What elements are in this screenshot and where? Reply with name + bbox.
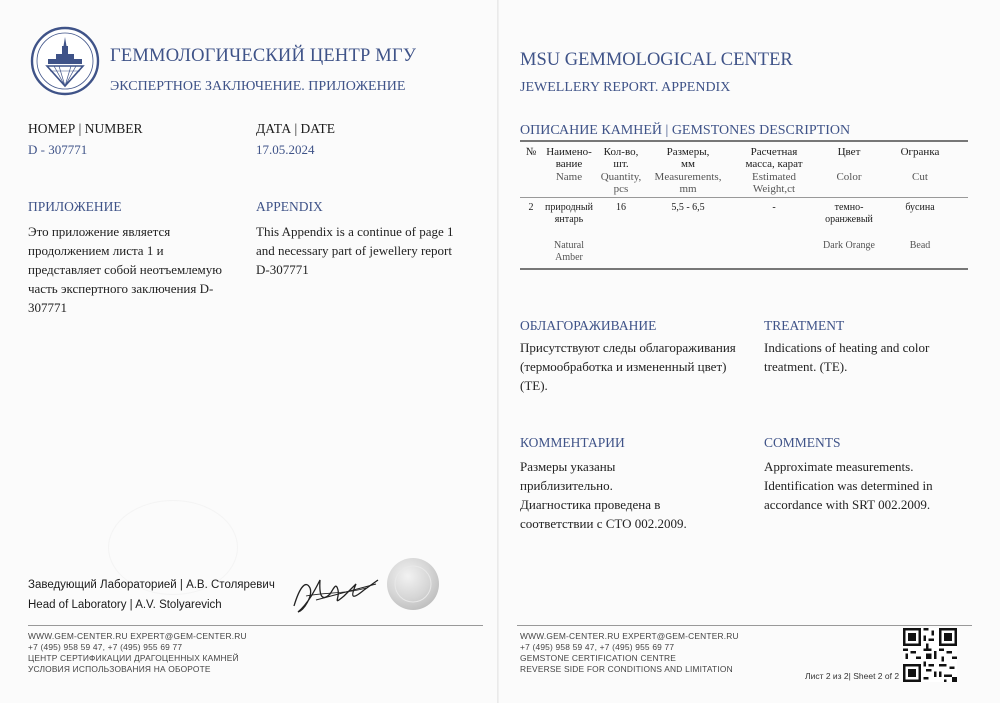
doc-subtitle-ru: ЭКСПЕРТНОЕ ЗАКЛЮЧЕНИЕ. ПРИЛОЖЕНИЕ <box>110 79 406 94</box>
col-measure-en: Measurements, mm <box>654 171 722 195</box>
row-no: 2 <box>528 202 534 213</box>
col-cut-en: Cut <box>912 171 928 183</box>
appendix-ru-text: Это приложение является продолжением листа 1 и представляет собой неотъемлемую часть экспертного заключения D- 307771 <box>28 224 222 315</box>
col-no: № <box>525 146 537 158</box>
table-bottom-rule <box>520 268 968 270</box>
table-top-rule <box>520 140 968 142</box>
treatment-en-text: Indications of heating and color treatment. (TE). <box>764 340 930 374</box>
msu-logo-icon <box>30 26 100 96</box>
footer-left: WWW.GEM-CENTER.RU EXPERT@GEM-CENTER.RU +7 (495) 958 59 47, +7 (495) 955 69 77 ЦЕНТР СЕРТИФИКАЦИИ ДРАГОЦЕННЫХ КАМНЕЙ УСЛОВИЯ ИСПОЛЬЗОВАНИЯ НА ОБОРОТЕ <box>28 631 247 674</box>
col-qty-ru: Кол-во, шт. <box>603 146 639 170</box>
row-name-en: Natural Amber <box>554 240 584 263</box>
row-cut-en: Bead <box>909 240 931 251</box>
appendix-en-title: APPENDIX <box>256 199 323 214</box>
comments-en-title: COMMENTS <box>764 435 841 450</box>
treatment-ru-text: Присутствуют следы облагораживания (термообработка и измененный цвет) (ТЕ). <box>520 340 736 393</box>
col-color-ru: Цвет <box>837 146 861 158</box>
row-weight: - <box>772 202 776 213</box>
gem-table-header <box>520 146 968 196</box>
sheet-label: Лист 2 из 2| Sheet 2 of 2 <box>805 671 900 681</box>
signature-icon <box>286 566 386 618</box>
col-qty-en: Quantity, pcs <box>600 171 642 195</box>
footer-divider-right <box>517 625 972 626</box>
col-color-en: Color <box>836 171 862 183</box>
appendix-ru-title: ПРИЛОЖЕНИЕ <box>28 199 122 214</box>
table-header-rule <box>520 197 968 198</box>
appendix-en-text: This Appendix is a continue of page 1 and necessary part of jewellery report D-307771 <box>256 224 454 277</box>
org-title-en: MSU GEMMOLOGICAL CENTER <box>520 50 793 70</box>
col-name-en: Name <box>555 171 583 183</box>
signature-en: Head of Laboratory | A.V. Stolyarevich <box>28 599 222 611</box>
page-fold <box>497 0 499 703</box>
row-color-ru: темно- оранжевый <box>825 202 873 225</box>
comments-ru-text: Размеры указаны приблизительно. Диагностика проведена в соответствии с СТО 002.2009. <box>520 459 687 531</box>
row-cut-ru: бусина <box>905 202 935 213</box>
row-name-ru: природный янтарь <box>545 202 593 225</box>
gem-section-title: ОПИСАНИЕ КАМНЕЙ | GEMSTONES DESCRIPTION <box>520 123 851 138</box>
gem-table-row <box>520 202 968 266</box>
doc-subtitle-en: JEWELLERY REPORT. APPENDIX <box>520 80 731 95</box>
org-title-ru: ГЕММОЛОГИЧЕСКИЙ ЦЕНТР МГУ <box>110 46 417 66</box>
footer-right: WWW.GEM-CENTER.RU EXPERT@GEM-CENTER.RU +7 (495) 958 59 47, +7 (495) 955 69 77 GEMSTONE CERTIFICATION CENTRE REVERSE SIDE FOR CONDITIONS AND LIMITATION <box>520 631 739 674</box>
signature-ru: Заведующий Лабораторией | А.В. Столяревич <box>28 579 275 591</box>
date-value: 17.05.2024 <box>256 142 315 157</box>
hologram-seal-icon <box>386 557 440 611</box>
row-measure: 5,5 - 6,5 <box>671 202 705 213</box>
number-value: D - 307771 <box>28 142 88 157</box>
treatment-en-title: TREATMENT <box>764 318 845 333</box>
col-weight-ru: Расчетная масса, карат <box>745 146 803 170</box>
row-color-en: Dark Orange <box>823 240 875 251</box>
date-label: ДАТА | DATE <box>256 121 336 136</box>
col-name-ru: Наимено- вание <box>546 146 592 170</box>
treatment-ru-title: ОБЛАГОРАЖИВАНИЕ <box>520 318 657 333</box>
col-cut-ru: Огранка <box>900 146 940 158</box>
qr-code-icon <box>903 628 957 682</box>
comments-ru-title: КОММЕНТАРИИ <box>520 435 625 450</box>
col-measure-ru: Размеры, мм <box>666 146 710 170</box>
comments-en-text: Approximate measurements. Identification was determined in accordance with SRT 002.2009. <box>764 459 933 512</box>
col-weight-en: Estimated Weight,ct <box>752 171 796 195</box>
footer-divider-left <box>28 625 483 626</box>
row-qty: 16 <box>616 202 626 213</box>
number-label: НОМЕР | NUMBER <box>28 121 143 136</box>
